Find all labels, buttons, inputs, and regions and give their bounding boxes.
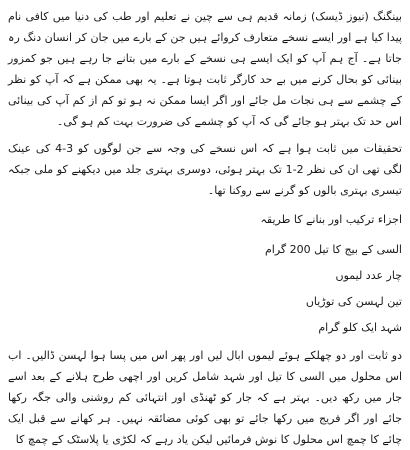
section-heading: اجزاء ترکیب اور بنانے کا طریقہ — [260, 213, 402, 226]
ingredient-item: چار عدد لیموں — [335, 269, 402, 282]
ingredient-item: تین لہسن کی توڑیاں — [305, 295, 402, 308]
ingredient-item: شہد ایک کلو گرام — [318, 321, 402, 334]
method-paragraph: دو ثابت اور دو چھلکے ہوئے لیموں ابال لیں اور پھر اس میں پسا ہوا لہسن ڈالیں۔ اب اس محلول میں السی کا تیل اور شہد شامل کریں اور اچھی طرح ہلانے کے بعد اسے جار میں رکھ دیں۔ بہتر ہے کہ جار کو ٹھنڈی اور انتہائی کم روشنی والی جگہ رکھا جائے اور اگر فریج میں رکھا جائے تو بھی کوئی مضائقہ نہیں۔ ہر کھانے سے قبل ایک چائے کا چمچ اس محلول کا نوش فرمائیں لیکن یاد رہے کہ لکڑی یا پلاسٹک کے چمچ کا — [8, 349, 402, 446]
intro-paragraph: بینگنگ (نیوز ڈیسک) زمانہ قدیم ہی سے چین نے تعلیم اور طب کی دنیا میں کافی نام پیدا کیا ہے اور ایسے نسخے متعارف کروائے ہیں جن کے بارے میں جان کر انسان دنگ رہ جاتا ہے۔ آج ہم آپ کو ایک ایسے ہی نسخے کے بارے میں بتانے جا رہے ہیں جو کمزور بینائی کو بحال کرنے میں بے حد کارگر ثابت ہوتا ہے۔ یہ بھی ممکن ہے کہ آپ کو نظر کے چشمے سے ہی نجات مل جائے اور اگر ایسا ممکن نہ ہو تو کم از کم آپ کی بینائی اس حد تک بہتر ہو جائے گی کہ آپ کو چشمے کی ضرورت بہت کم ہو گی۔ — [8, 10, 402, 128]
research-paragraph: تحقیقات میں ثابت ہوا ہے کہ اس نسخے کی وجہ سے جن لوگوں کو 3-4 کی عینک لگی تھی ان کی نظر 2-1 تک بہتر ہوئی، دوسری بہتری جلد میں دیکھنے کو ملی جبکہ تیسری بہتری بالوں کو گرنے سے روکنا تھا۔ — [8, 142, 402, 197]
ingredient-item: السی کے بیج کا تیل 200 گرام — [264, 243, 402, 256]
